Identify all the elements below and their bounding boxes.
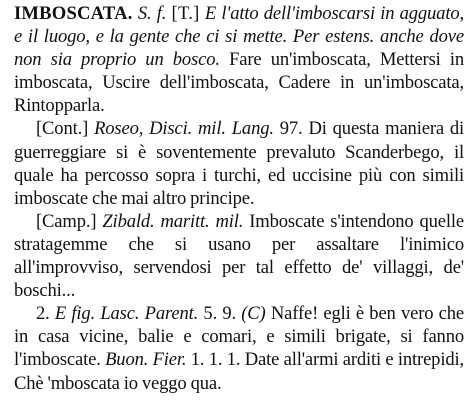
usage-examples: Fare un'imboscata, Mettersi in imboscata, Uscire dell'imboscata, Cadere in un'imboscata, Rintopparla. — [14, 49, 465, 117]
sense-text: Naffe! egli è ben vero che in casa vicine, balie e comari, e simili brigate, si fanno l'imboscate. — [14, 303, 465, 371]
citation-camp — [14, 210, 464, 302]
citation-tag: [Cont.] — [36, 118, 89, 140]
entry-tag: [T.] — [171, 3, 200, 24]
sense-ref-2: 1. 1. 1. — [190, 349, 241, 371]
sense-text-2: Date all'armi arditi e intrepidi, Chè 'mboscata io veggo qua. — [14, 349, 465, 394]
entry-definition — [14, 2, 464, 117]
sense-ref: 5. 9. — [203, 303, 236, 325]
sense-source-2: Buon. Fier. — [105, 349, 187, 371]
citation-text: Imboscate s'intendono quelle stratagemme che si usano per assaltare l'inimico all'improvviso, servendosi per tal effetto de' villaggi, de' boschi... — [14, 210, 465, 302]
citation-cont — [14, 117, 464, 209]
part-of-speech: S. f. — [137, 3, 167, 24]
citation-source: Zibald. maritt. mil. — [102, 210, 244, 232]
sense-2 — [14, 302, 464, 394]
citation-ref: 97. — [279, 118, 303, 140]
sense-number: 2. — [36, 303, 50, 325]
sense-source: Lasc. Parent. — [100, 303, 199, 325]
headword: IMBOSCATA. — [14, 3, 133, 24]
citation-source: Roseo, Disci. mil. Lang. — [94, 118, 274, 140]
citation-text: Di questa maniera di guerreggiare si è soventemente prevaluto Scanderbego, il quale ha percosso sopra i turchi, ed uccisine più con simili imboscate che mai altro principe. — [14, 118, 465, 209]
sense-label: E fig. — [54, 303, 96, 325]
citation-tag: [Camp.] — [36, 210, 97, 232]
definition-text: E l'atto dell'imboscarsi in agguato, e il luogo, e la gente che ci si mette. Per estens. anche dove non sia proprio un bosco. — [14, 3, 464, 71]
sense-flag: (C) — [241, 303, 266, 325]
